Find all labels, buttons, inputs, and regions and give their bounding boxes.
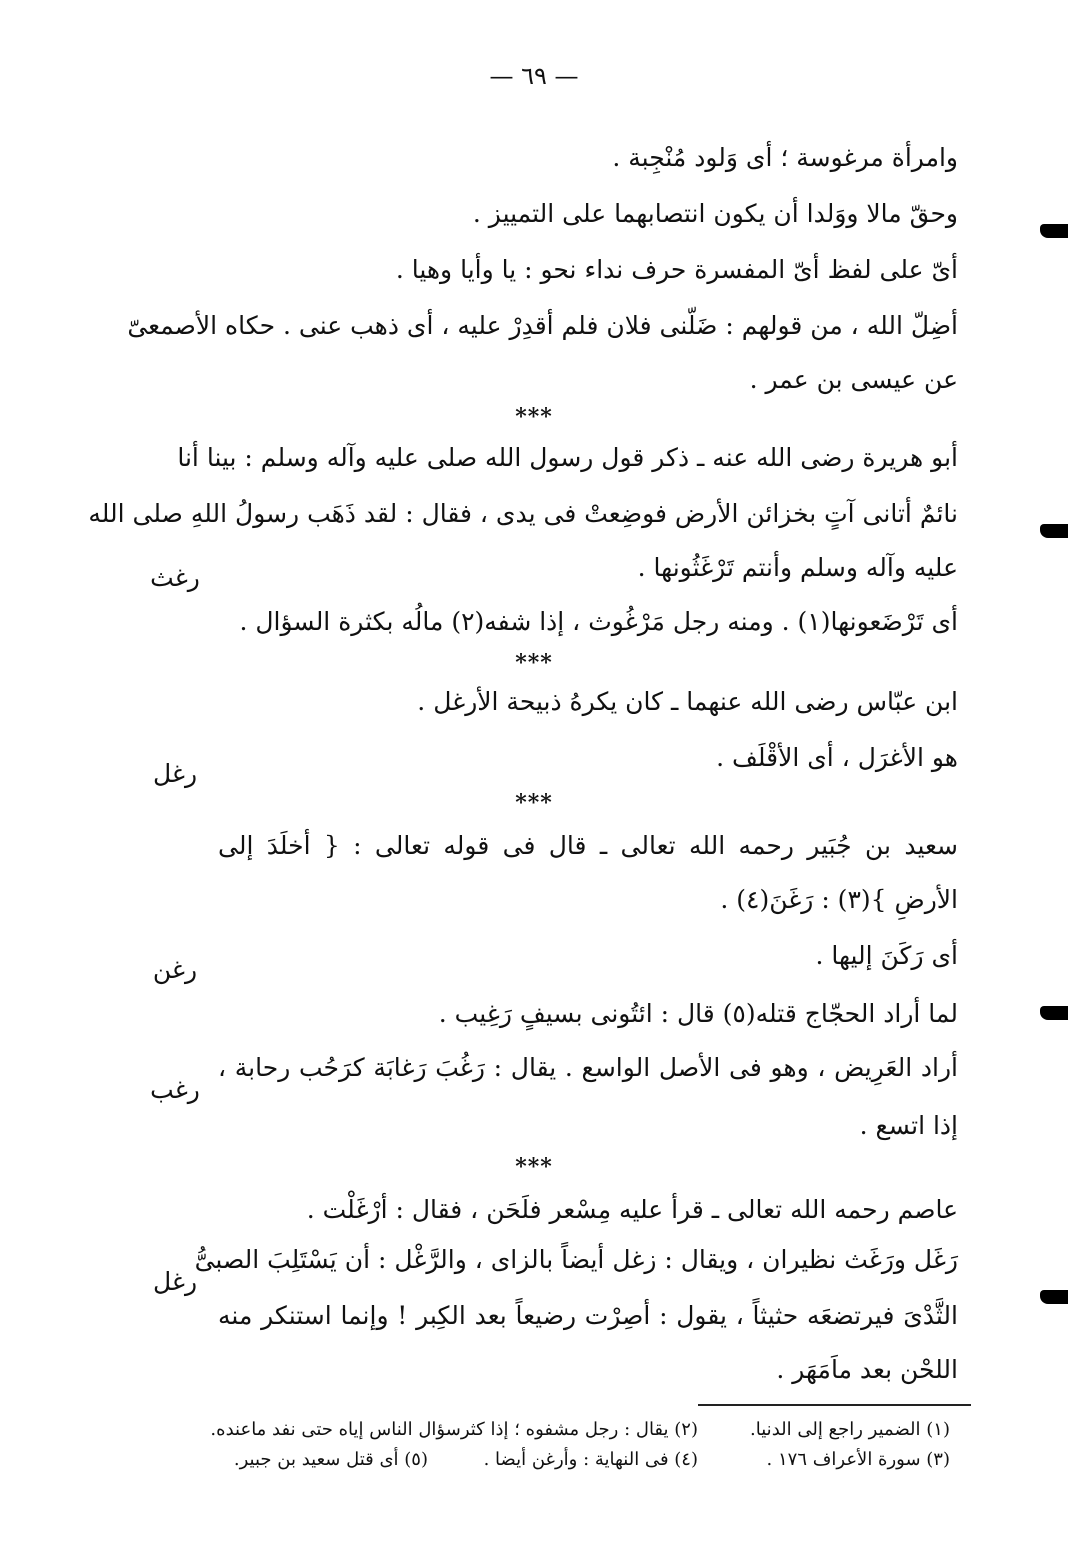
- margin-root-word: رغل: [152, 1267, 198, 1296]
- text-line: نائمٌ أتانى آتٍ بخزائن الأرض فوضِعتْ فى يدى ، فقال : لقد ذَهَب رسولُ اللهِ صلى الله: [88, 499, 958, 528]
- footnote-3: (٣) سورة الأعراف ١٧٦ .: [766, 1449, 950, 1470]
- text-line: إذا اتسع .: [859, 1111, 958, 1140]
- footnote-2: (٢) يقال : رجل مشفوه ؛ إذا كثرسؤال الناس إياه حتى نفد ماعنده.: [210, 1419, 698, 1440]
- margin-root-word: رغل: [152, 759, 198, 788]
- text-line: عاصم رحمه الله تعالى ـ قرأ عليه مِسْعر فلَحَن ، فقال : أرْغَلْت .: [306, 1195, 958, 1224]
- footnote-4: (٤) فى النهاية : وأرغن أيضا .: [483, 1449, 698, 1470]
- text-line: أىّ على لفظ أىّ المفسرة حرف نداء نحو : يا وأيا وهيا .: [395, 255, 958, 284]
- margin-root-word: رغث: [150, 563, 200, 592]
- text-line: أضِلّ الله ، من قولهم : ضَلّنى فلان فلم أقدِرْ عليه ، أى ذهب عنى . حكاه الأصمعىّ: [127, 311, 958, 340]
- margin-root-word: رغن: [152, 955, 198, 984]
- text-line: الثَّدْىَ فيرتضعَه حثيثاً ، يقول : أصِرْت رضيعاً بعد الكِبر ! وإنما استنكر منه: [218, 1301, 958, 1330]
- section-divider-stars: ***: [515, 650, 553, 676]
- section-divider-stars: ***: [515, 1154, 553, 1180]
- footnote-1: (١) الضمير راجع إلى الدنيا.: [750, 1419, 950, 1440]
- text-line: الأرضِ }(٣) : رَغَنَ(٤) .: [720, 885, 958, 914]
- margin-root-word: رغب: [150, 1075, 200, 1104]
- footnote-separator: [698, 1404, 971, 1406]
- text-line: وامرأة مرغوسة ؛ أى وَلود مُنْجِبة .: [612, 143, 958, 172]
- text-line: عليه وآله وسلم وأنتم تَرْغَثُونها .: [637, 553, 958, 582]
- text-line: وحقّ مالا ووَلدا أن يكون انتصابهما على التمييز .: [472, 199, 958, 228]
- scan-edge-mark: [1040, 224, 1068, 238]
- text-line: ابن عبّاس رضى الله عنهما ـ كان يكرهُ ذبيحة الأرغل .: [417, 687, 958, 716]
- text-line: عن عيسى بن عمر .: [749, 365, 958, 394]
- text-line: أبو هريرة رضى الله عنه ـ ذكر قول رسول الله صلى عليه وآله وسلم : بينا أنا: [177, 443, 958, 472]
- scan-edge-mark: [1040, 1290, 1068, 1304]
- scan-edge-mark: [1040, 1006, 1068, 1020]
- section-divider-stars: ***: [515, 404, 553, 430]
- text-line: أى تَرْضَعونها(١) . ومنه رجل مَرْغُوث ، إذا شفه(٢) مالُه بكثرة السؤال .: [239, 607, 958, 636]
- footnote-5: (٥) أى قتل سعيد بن جبير.: [233, 1449, 428, 1470]
- text-line: اللحْن بعد ماَمَهَر .: [776, 1355, 958, 1384]
- scan-edge-mark: [1040, 524, 1068, 538]
- text-line: رَغَل ورَغَث نظيران ، ويقال : زغل أيضاً بالزاى ، والرَّغْل : أن يَسْتَلِبَ الصبىُّ: [194, 1245, 958, 1274]
- text-line: لما أراد الحجّاج قتله(٥) قال : ائتُونى بسيفٍ رَغِيب .: [438, 999, 958, 1028]
- section-divider-stars: ***: [515, 790, 553, 816]
- page-number: — ٦٩ —: [489, 62, 579, 90]
- text-line: هو الأغرَل ، أى الأقْلَف .: [716, 743, 958, 772]
- text-line: سعيد بن جُبَير رحمه الله تعالى ـ قال فى قوله تعالى : { أخلَدَ إلى: [218, 831, 958, 860]
- text-line: أى رَكَنَ إليها .: [815, 941, 958, 970]
- text-line: أراد العَرِيض ، وهو فى الأصل الواسع . يقال : رَغُبَ رَغابَة كرَحُب رحابة ،: [218, 1053, 958, 1082]
